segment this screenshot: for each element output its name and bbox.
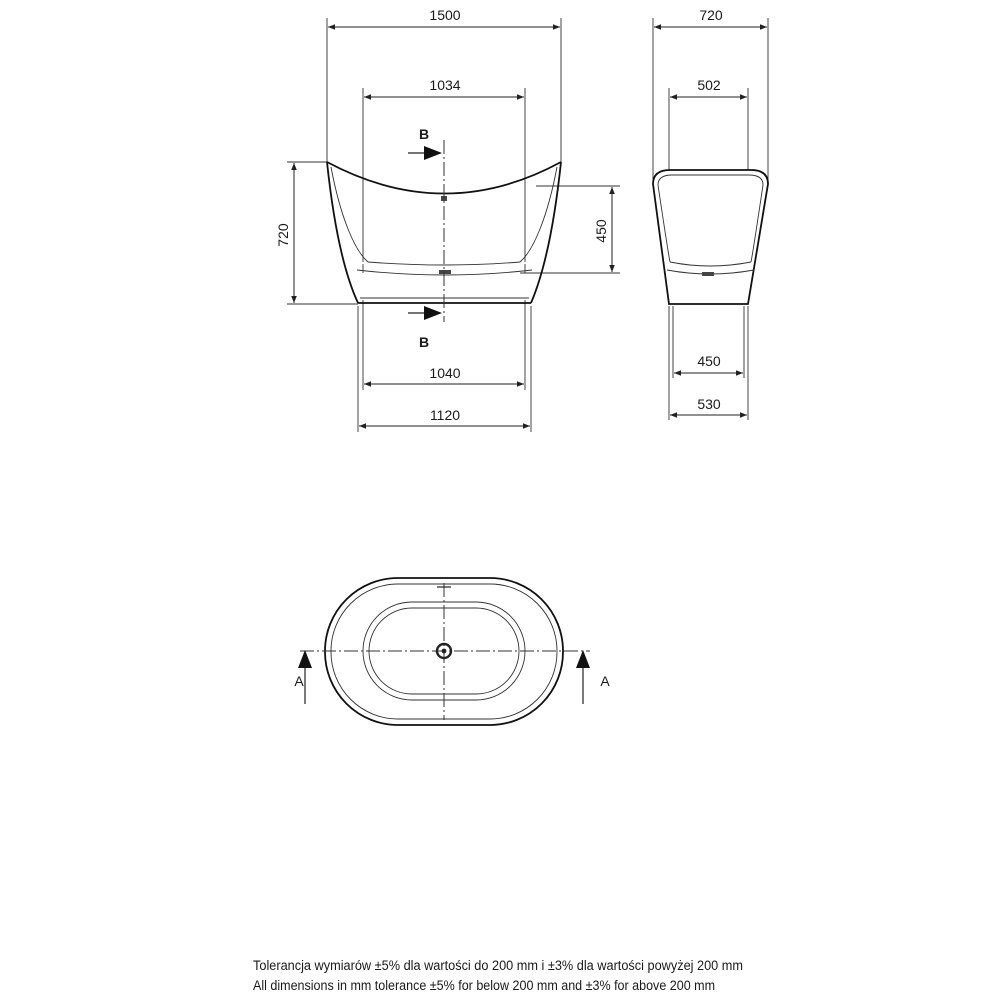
section-label-b-top: B — [418, 126, 430, 142]
section-label-a-right: A — [600, 673, 610, 689]
section-a-arrow-right — [576, 650, 590, 704]
note-polish: Tolerancja wymiarów ±5% dla wartości do 200 mm i ±3% dla wartości powyżej 200 mm — [253, 958, 743, 973]
dim-side-base-inner: 450 — [697, 353, 721, 369]
section-label-a-left: A — [294, 673, 304, 689]
dim-front-depth: 450 — [593, 219, 609, 243]
dim-front-base-inner: 1040 — [429, 365, 461, 381]
note-english: All dimensions in mm tolerance ±5% for below 200 mm and ±3% for above 200 mm — [253, 978, 715, 993]
section-label-b-bottom: B — [418, 334, 430, 350]
side-tub-outline — [653, 170, 768, 304]
dim-front-overall-height: 720 — [275, 223, 291, 247]
dim-side-base-outer: 530 — [697, 396, 721, 412]
dim-front-overall-width: 1500 — [429, 7, 461, 23]
dim-front-inner-width: 1034 — [429, 77, 461, 93]
dim-front-base-outer: 1120 — [429, 407, 461, 423]
top-view — [294, 578, 610, 725]
dim-side-overall-width: 720 — [699, 7, 723, 23]
dim-side-inner-width: 502 — [697, 77, 721, 93]
drain-inner — [442, 649, 447, 654]
section-b-arrow-top — [408, 146, 442, 160]
tolerance-notes — [253, 958, 743, 993]
side-view — [653, 7, 768, 420]
front-view — [275, 7, 620, 432]
section-b-arrow-bottom — [408, 306, 442, 320]
